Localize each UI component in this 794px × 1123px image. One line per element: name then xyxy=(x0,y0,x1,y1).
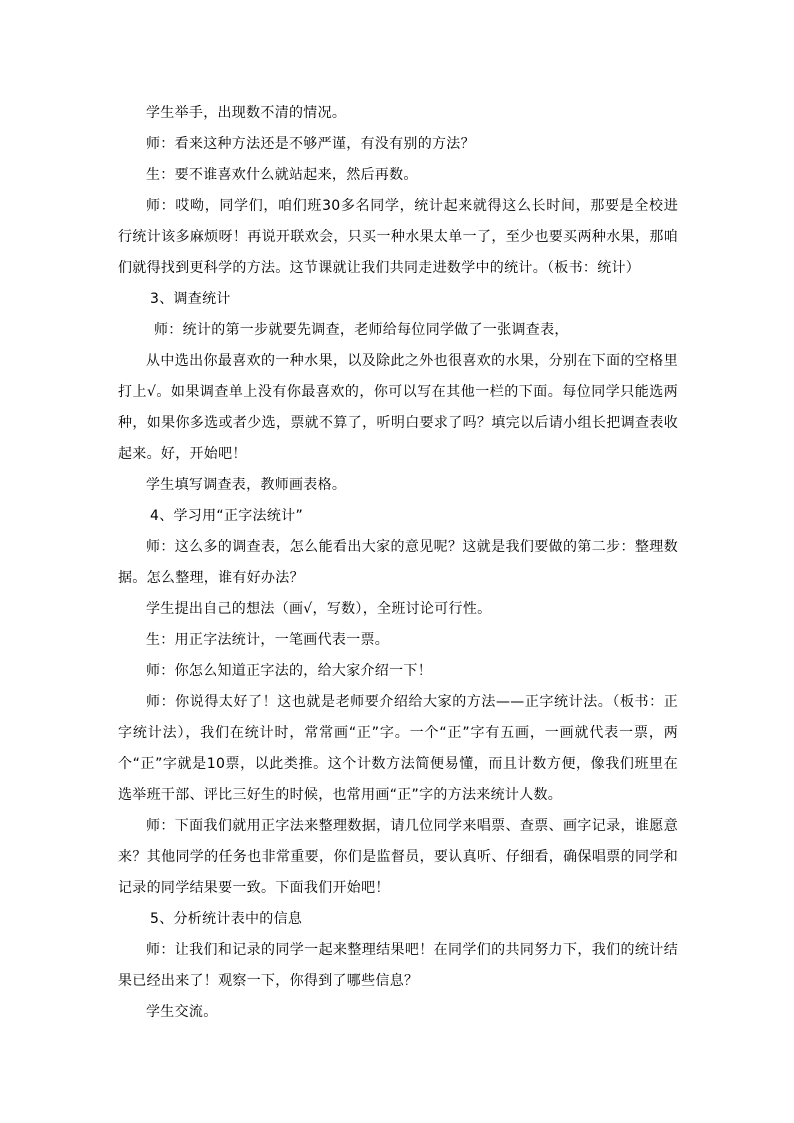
paragraph: 生：要不谁喜欢什么就站起来，然后再数。 xyxy=(146,167,418,183)
section-heading: 4、学习用“正字法统计” xyxy=(150,508,304,524)
paragraph: 师：这么多的调查表，怎么能看出大家的意见呢？这就是我们要做的第二步：整理数据。怎么整理，谁有好办法？ xyxy=(118,539,678,586)
section-heading: 5、分析统计表中的信息 xyxy=(150,911,303,927)
paragraph: 学生交流。 xyxy=(146,1004,218,1020)
section-heading: 3、调查统计 xyxy=(150,291,231,307)
paragraph: 师：看来这种方法还是不够严谨，有没有别的方法？ xyxy=(146,136,475,152)
paragraph: 师：你说得太好了！这也就是老师要介绍给大家的方法——正字统计法。（板书：正字统计法），我们在统计时，常常画“正”字。一个“正”字有五画，一画就代表一票，两个“正”字就是10票，以此类推。这个计数方法简便易懂，而且计数方便，像我们班里在选举班干部、评比三好生的时候，也常用画“正”字的方法来统计人数。 xyxy=(118,694,678,803)
paragraph: 学生提出自己的想法（画√，写数），全班讨论可行性。 xyxy=(146,601,492,617)
paragraph: 学生填写调查表，教师画表格。 xyxy=(146,477,347,493)
paragraph: 学生举手，出现数不清的情况。 xyxy=(146,105,347,121)
paragraph: 从中选出你最喜欢的一种水果，以及除此之外也很喜欢的水果，分别在下面的空格里打上√。如果调查单上没有你最喜欢的，你可以写在其他一栏的下面。每位同学只能选两种，如果你多选或者少选，票就不算了，听明白要求了吗？填完以后请小组长把调查表收起来。好，开始吧！ xyxy=(118,353,678,462)
paragraph: 师：统计的第一步就要先调查，老师给每位同学做了一张调查表， xyxy=(154,322,569,338)
document-body xyxy=(118,98,678,1028)
paragraph: 师：让我们和记录的同学一起来整理结果吧！在同学们的共同努力下，我们的统计结果已经出来了！观察一下，你得到了哪些信息？ xyxy=(118,942,678,989)
paragraph: 师：哎呦，同学们，咱们班30多名同学，统计起来就得这么长时间，那要是全校进行统计该多麻烦呀！再说开联欢会，只买一种水果太单一了，至少也要买两种水果，那咱们就得找到更科学的方法。这节课就让我们共同走进数学中的统计。（板书：统计） xyxy=(118,198,678,276)
paragraph: 师：下面我们就用正字法来整理数据，请几位同学来唱票、查票、画字记录，谁愿意来？其他同学的任务也非常重要，你们是监督员，要认真听、仔细看，确保唱票的同学和记录的同学结果要一致。下面我们开始吧！ xyxy=(118,818,678,896)
paragraph: 师：你怎么知道正字法的，给大家介绍一下！ xyxy=(146,663,432,679)
paragraph: 生：用正字法统计，一笔画代表一票。 xyxy=(146,632,390,648)
